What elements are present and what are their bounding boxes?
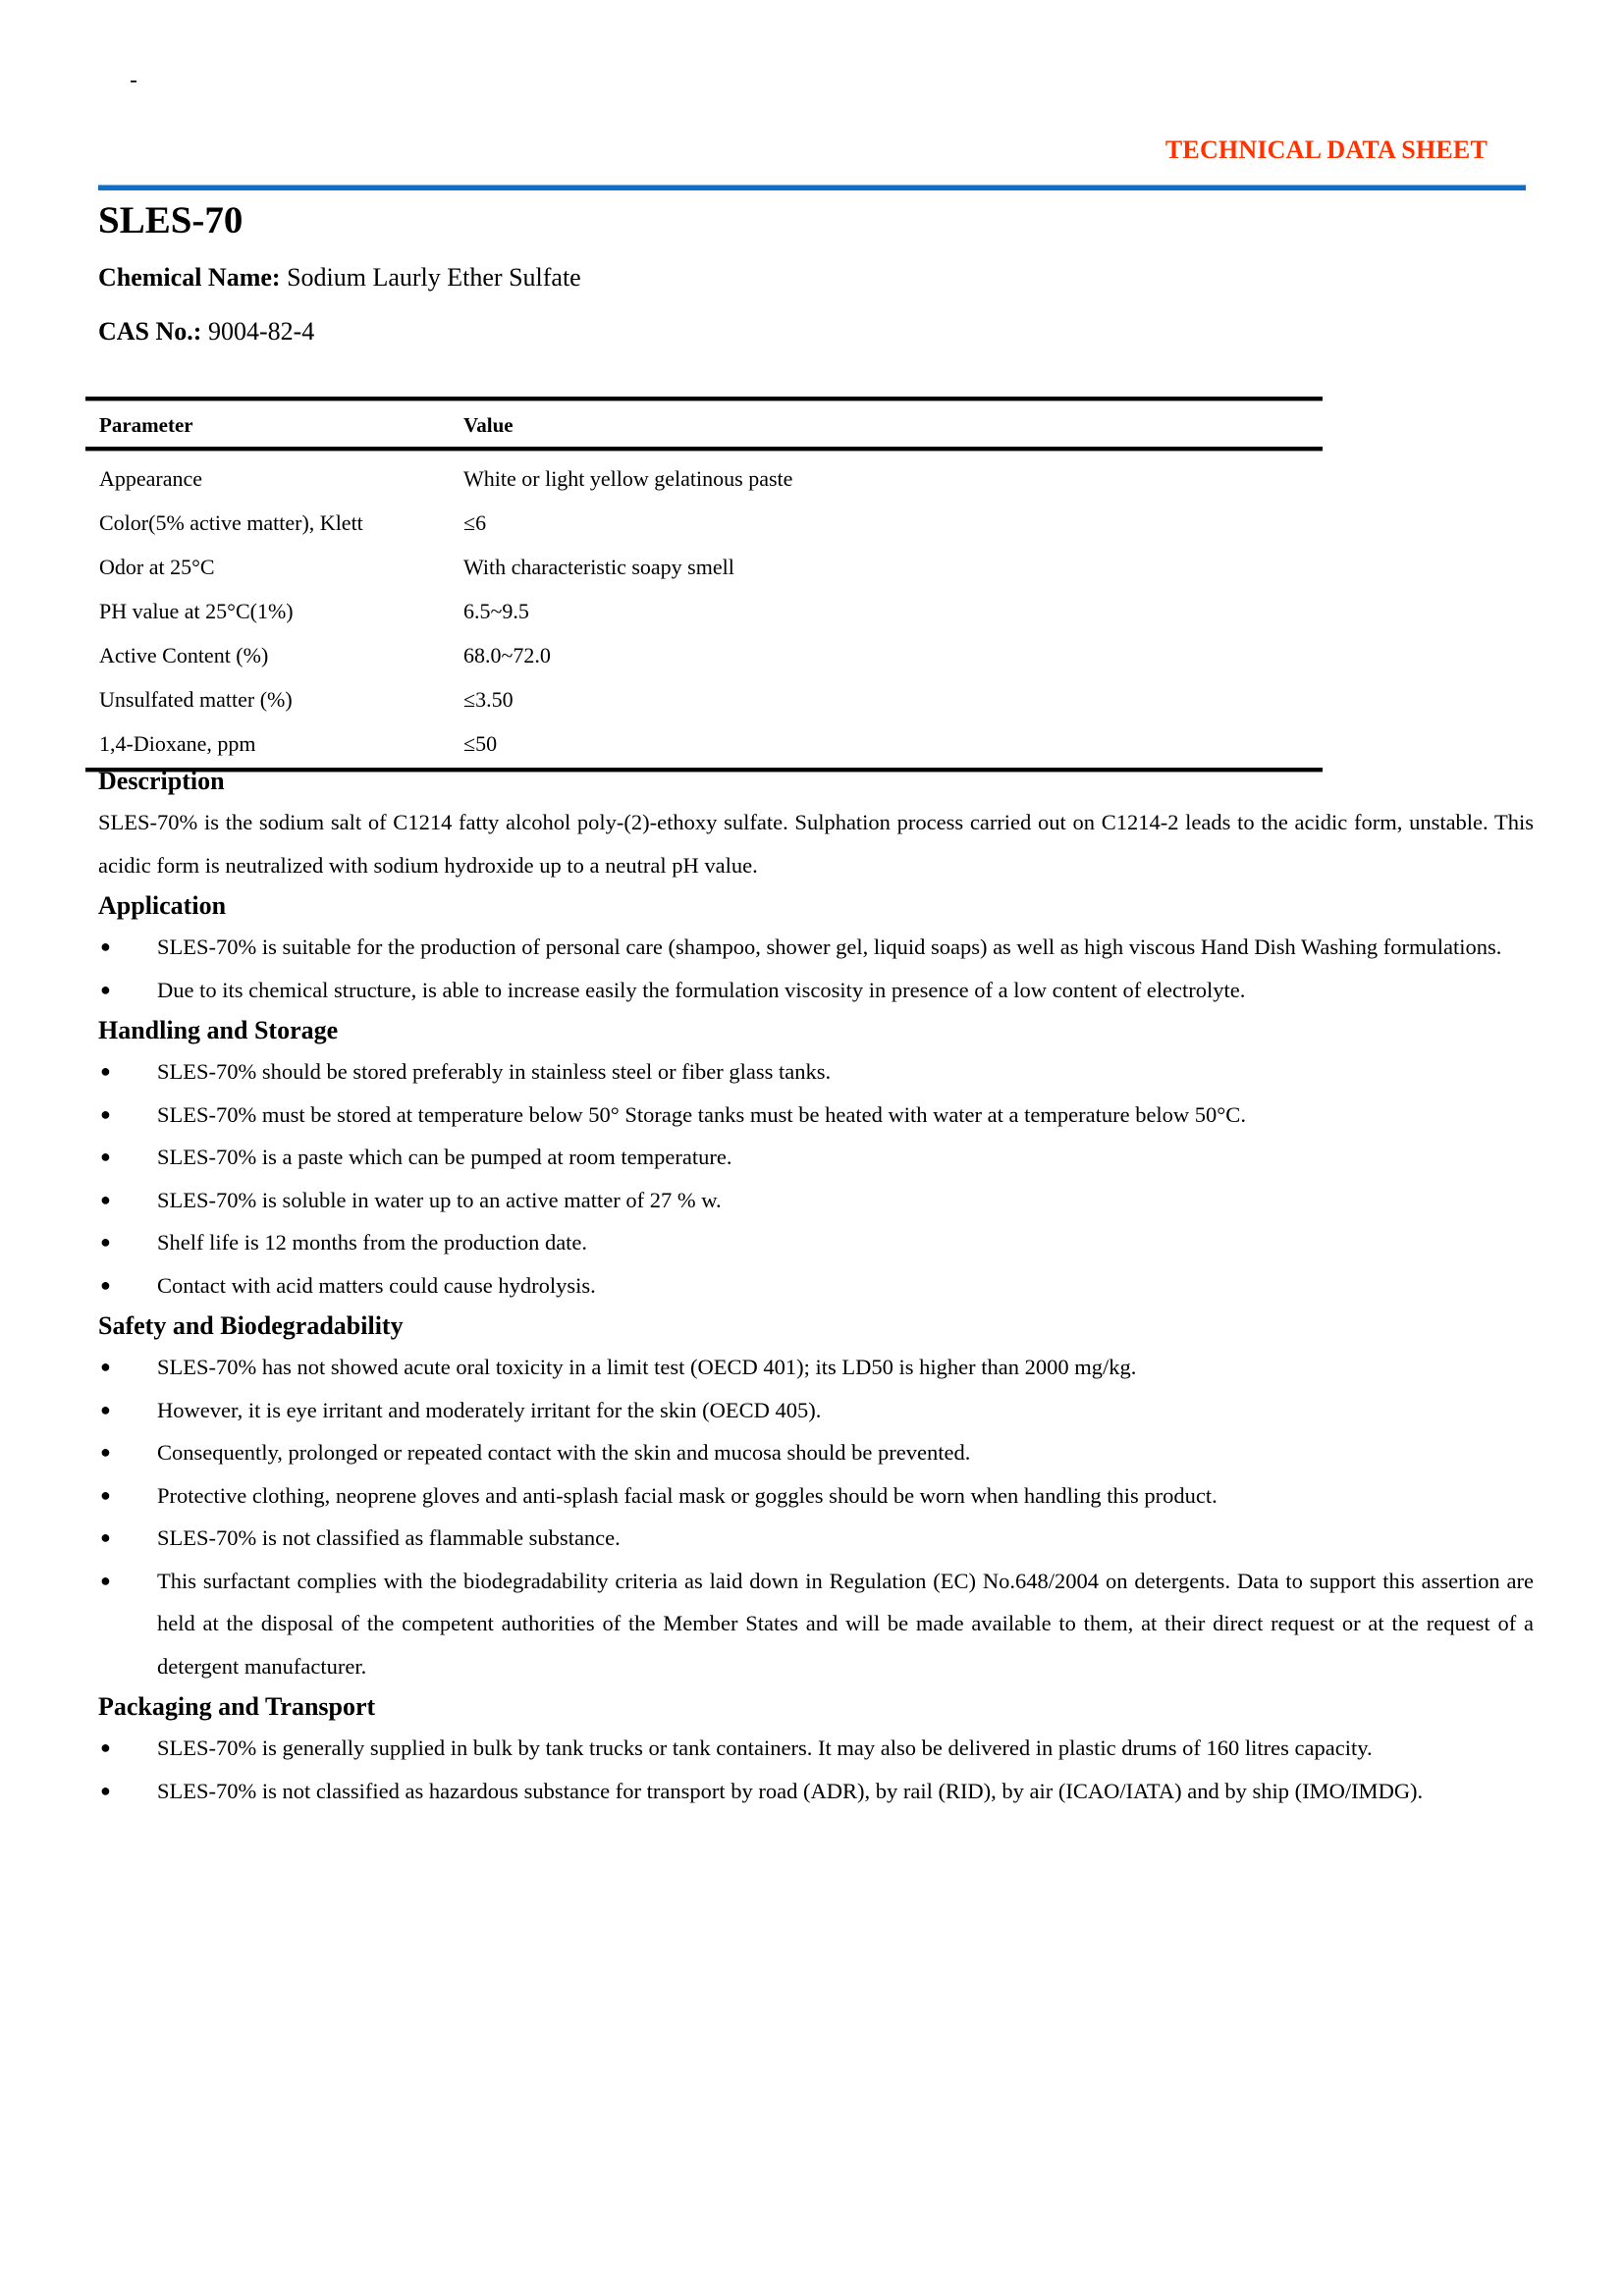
list-item: [98, 969, 1534, 1012]
application-list: [98, 926, 1534, 1011]
list-item-text: SLES-70% should be stored preferably in stainless steel or fiber glass tanks.: [157, 1059, 832, 1084]
parameter-cell: 1,4-Dioxane, ppm: [99, 731, 256, 756]
list-item: [98, 1050, 1534, 1094]
list-item: [98, 1389, 1534, 1432]
bullet-icon: ●: [100, 1189, 111, 1209]
packaging-list: [98, 1727, 1534, 1812]
bullet-icon: ●: [100, 1737, 111, 1757]
cas-label: CAS No.:: [98, 317, 202, 346]
list-item-text: Protective clothing, neoprene gloves and anti-splash facial mask or goggles should be worn when handling this product.: [157, 1482, 1218, 1508]
value-cell: ≤3.50: [463, 687, 514, 712]
packaging-section: [98, 1687, 1534, 1812]
value-cell: ≤6: [463, 510, 487, 535]
bullet-icon: ●: [100, 979, 111, 999]
bullet-icon: ●: [100, 1570, 111, 1590]
bullet-icon: ●: [100, 1232, 111, 1252]
bullet-icon: ●: [100, 1061, 111, 1081]
table-row: [85, 677, 1323, 721]
list-item-text: SLES-70% is suitable for the production of personal care (shampoo, shower gel, liquid soaps) as well as high viscous Hand Dish Washing formulations.: [157, 934, 1502, 959]
list-item-text: However, it is eye irritant and moderately irritant for the skin (OECD 405).: [157, 1397, 822, 1422]
list-item-text: Consequently, prolonged or repeated contact with the skin and mucosa should be prevented.: [157, 1440, 971, 1465]
value-cell: With characteristic soapy smell: [463, 555, 734, 579]
list-item: [98, 1431, 1534, 1474]
list-item: [98, 1727, 1534, 1770]
parameter-cell: Color(5% active matter), Klett: [99, 510, 363, 535]
list-item-text: SLES-70% is soluble in water up to an active matter of 27 % w.: [157, 1187, 722, 1212]
handling-list: [98, 1050, 1534, 1307]
bullet-icon: ●: [100, 936, 111, 956]
bullet-icon: ●: [100, 1399, 111, 1419]
stray-mark: [131, 80, 136, 82]
cas-number-line: [98, 317, 314, 347]
bullet-icon: ●: [100, 1780, 111, 1800]
list-item-text: SLES-70% is a paste which can be pumped at room temperature.: [157, 1145, 732, 1169]
handling-section: [98, 1011, 1534, 1307]
chemical-name-value: Sodium Laurly Ether Sulfate: [287, 263, 581, 292]
bullet-icon: ●: [100, 1484, 111, 1505]
application-heading: Application: [98, 891, 227, 920]
list-item: [98, 1264, 1534, 1308]
table-row: [85, 545, 1323, 589]
list-item: [98, 1474, 1534, 1518]
list-item: [98, 926, 1534, 969]
value-cell: 68.0~72.0: [463, 643, 551, 667]
column-header-value: Value: [463, 413, 514, 437]
bullet-icon: ●: [100, 1147, 111, 1166]
bullet-icon: ●: [100, 1442, 111, 1462]
list-item-text: This surfactant complies with the biodegradability criteria as laid down in Regulation (EC) No.648/2004 on detergents. Data to support this assertion are held at the disposal of the competent authorities of the Member States and will be made available to them, at their direct request or at the request of a detergent manufacturer.: [157, 1568, 1534, 1679]
value-cell: 6.5~9.5: [463, 599, 529, 623]
chemical-name-label: Chemical Name:: [98, 263, 281, 292]
table-row: [85, 501, 1323, 545]
list-item-text: Due to its chemical structure, is able to increase easily the formulation viscosity in presence of a low content of electrolyte.: [157, 977, 1246, 1002]
list-item: [98, 1094, 1534, 1137]
list-item: [98, 1560, 1534, 1688]
description-text: SLES-70% is the sodium salt of C1214 fatty alcohol poly-(2)-ethoxy sulfate. Sulphation process carried out on C1214-2 leads to the acidic form, unstable. This acidic form is neutralized with sodium hydroxide up to a neutral pH value.: [98, 810, 1534, 878]
product-title: SLES-70: [98, 199, 244, 241]
list-item-text: SLES-70% is generally supplied in bulk by tank trucks or tank containers. It may also be delivered in plastic drums of 160 litres capacity.: [157, 1735, 1373, 1760]
list-item-text: SLES-70% must be stored at temperature below 50° Storage tanks must be heated with water at a temperature below 50°C.: [157, 1101, 1246, 1127]
chemical-name-line: [98, 263, 581, 293]
list-item: [98, 1346, 1534, 1389]
application-section: [98, 886, 1534, 1011]
list-item: [98, 1221, 1534, 1264]
handling-heading: Handling and Storage: [98, 1016, 339, 1044]
table-row: [85, 721, 1323, 766]
list-item: [98, 1517, 1534, 1560]
description-heading: Description: [98, 767, 225, 795]
list-item-text: SLES-70% is not classified as hazardous substance for transport by road (ADR), by rail (RID), by air (ICAO/IATA) and by ship (IMO/IMDG).: [157, 1778, 1424, 1803]
value-cell: ≤50: [463, 731, 498, 756]
cas-value: 9004-82-4: [207, 317, 315, 346]
bullet-icon: ●: [100, 1103, 111, 1124]
bullet-icon: ●: [100, 1527, 111, 1547]
parameter-cell: Active Content (%): [99, 643, 269, 667]
bullet-icon: ●: [100, 1274, 111, 1295]
list-item-text: SLES-70% has not showed acute oral toxicity in a limit test (OECD 401); its LD50 is higher than 2000 mg/kg.: [157, 1355, 1137, 1379]
column-header-parameter: Parameter: [99, 413, 193, 437]
header-divider: [98, 185, 1526, 190]
table-header-row: [85, 401, 1323, 447]
list-item-text: SLES-70% is not classified as flammable substance.: [157, 1525, 621, 1550]
value-cell: White or light yellow gelatinous paste: [463, 466, 793, 491]
list-item: [98, 1179, 1534, 1222]
list-item: [98, 1136, 1534, 1179]
safety-heading: Safety and Biodegradability: [98, 1311, 404, 1340]
safety-list: [98, 1346, 1534, 1687]
description-section: [98, 762, 1534, 886]
safety-section: [98, 1307, 1534, 1687]
parameter-cell: Appearance: [99, 466, 203, 491]
list-item: [98, 1770, 1534, 1813]
parameter-cell: Odor at 25°C: [99, 555, 215, 579]
parameter-cell: PH value at 25°C(1%): [99, 599, 294, 623]
table-body: [85, 452, 1323, 768]
document-body: [98, 762, 1534, 1812]
table-row: [85, 589, 1323, 633]
table-row: [85, 456, 1323, 501]
packaging-heading: Packaging and Transport: [98, 1692, 376, 1721]
bullet-icon: ●: [100, 1357, 111, 1376]
spec-table: [85, 397, 1323, 773]
parameter-cell: Unsulfated matter (%): [99, 687, 293, 712]
table-row: [85, 633, 1323, 677]
list-item-text: Contact with acid matters could cause hydrolysis.: [157, 1272, 596, 1298]
list-item-text: Shelf life is 12 months from the production date.: [157, 1230, 588, 1255]
document-type-label: TECHNICAL DATA SHEET: [1164, 135, 1488, 164]
